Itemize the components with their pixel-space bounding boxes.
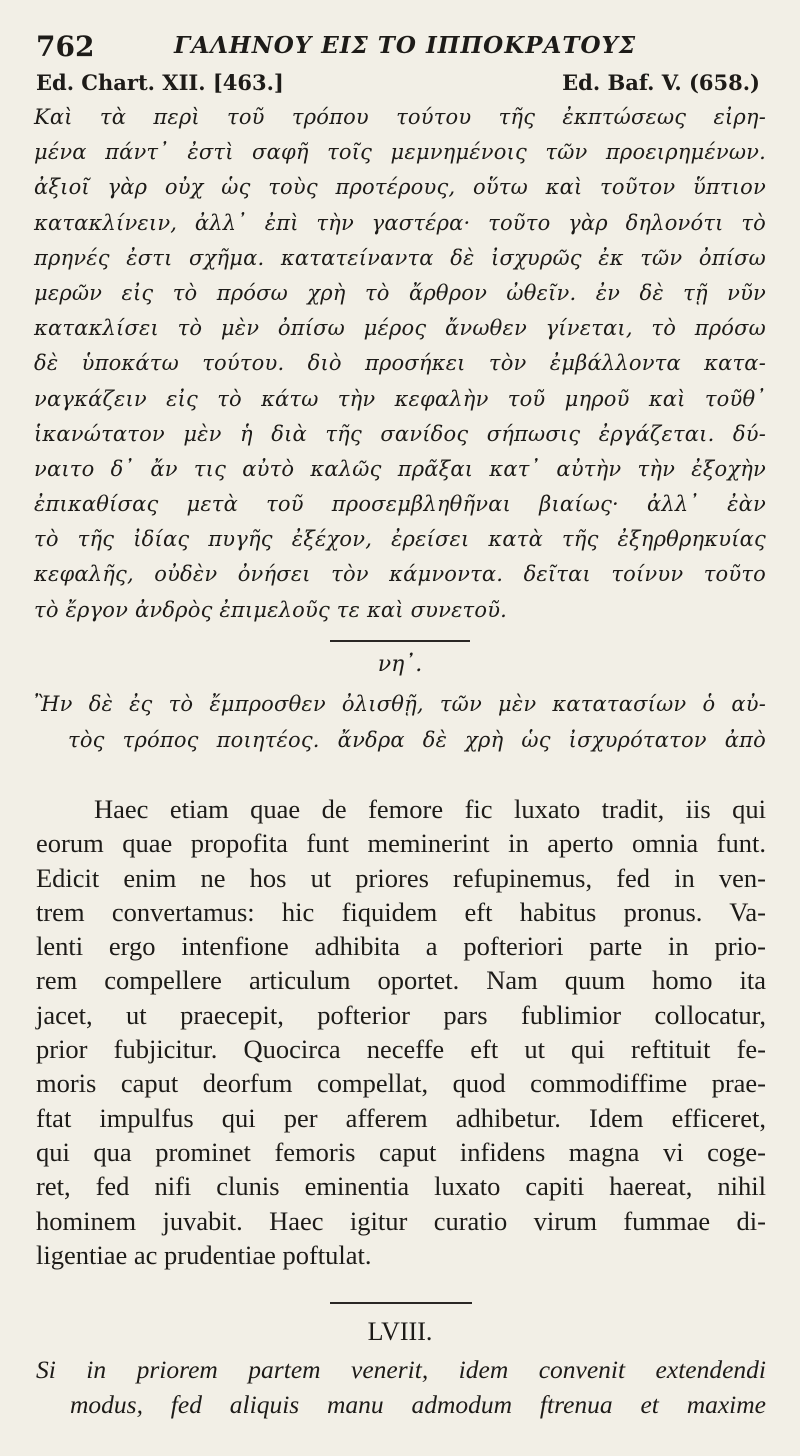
text-line: τὸ τῆς ἰδίας πυγῆς ἐξέχον, ἐρείσει κατὰ τῆς ἐξηρθρηκυίας [34,527,766,552]
greek-section-number: νη᾽. [377,652,423,677]
section-divider [330,640,470,642]
greek-commentary-text [34,100,766,628]
text-line: jacet, ut praecepit, pofterior pars fublimior collocatur, [36,999,766,1030]
text-line: ναιτο δ᾽ ἄν τις αὐτὸ καλῶς πρᾶξαι κατ᾽ αὐτὴν τὴν ἐξοχὴν [34,456,766,481]
text-line: rem compellere articulum oportet. Nam quum homo ita [36,965,766,996]
text-line: μερῶν εἰς τὸ πρόσω χρὴ τὸ ἄρθρον ὠθεῖν. ἐν δὲ τῇ νῦν [34,280,766,305]
latin-translation-text [36,792,766,1272]
text-line: κατακλίνειν, ἀλλ᾽ ἐπὶ τὴν γαστέρα· τοῦτο γὰρ δηλονότι τὸ [34,210,766,235]
edition-reference-row [36,70,760,100]
text-line: κεφαλῆς, οὐδὲν ὀνήσει τὸν κάμνοντα. δεῖται τοίνυν τοῦτο [34,562,766,587]
text-line: modus, fed aliquis manu admodum ftrenua et maxime [70,1390,766,1419]
text-line: δὲ ὑποκάτω τούτου. διὸ προσήκει τὸν ἐμβάλλοντα κατα- [34,351,766,376]
greek-aphorism-text [34,686,766,758]
text-line: Ἢν δὲ ἐς τὸ ἔμπροσθεν ὀλισθῇ, τῶν μὲν κατατασίων ὁ αὐ- [34,692,766,716]
edition-chartier-reference: Ed. Chart. XII. [463.] [36,70,284,95]
text-line: ναγκάζειν εἰς τὸ κάτω τὴν κεφαλὴν τοῦ μηροῦ καὶ τοῦθ᾽ [34,386,766,411]
text-line: ἐπικαθίσας μετὰ τοῦ προσεμβληθῆναι βιαίως· ἀλλ᾽ ἐὰν [34,492,766,517]
text-line: lenti ergo intenfione adhibita a pofteriori parte in prio- [36,931,766,962]
edition-basel-reference: Ed. Baf. V. (658.) [562,70,760,95]
text-line: ἀξιοῖ γὰρ οὐχ ὡς τοὺς προτέρους, οὕτω καὶ τοῦτον ὕπτιον [34,175,766,200]
page-number: 762 [36,30,95,63]
text-line: τὸ ἔργον ἀνδρὸς ἐπιμελοῦς τε καὶ συνετοῦ. [34,597,508,622]
text-line: κατακλίσει τὸ μὲν ὀπίσω μέρος ἄνωθεν γίνεται, τὸ πρόσω [34,316,766,341]
text-line: qui qua prominet femoris caput infidens magna vi coge- [36,1136,766,1167]
text-line: ἱκανώτατον μὲν ἡ διὰ τῆς σανίδος σήπωσις ἐργάζεται. δύ- [34,421,766,446]
text-line: Si in priorem partem venerit, idem convenit extendendi [36,1355,766,1384]
text-line: moris caput deorfum compellat, quod commodiffime prae- [36,1068,766,1099]
running-head [36,30,760,66]
text-line: ftat impulfus qui per afferem adhibetur. Idem efficeret, [36,1102,766,1133]
text-line: μένα πάντ᾽ ἐστὶ σαφῆ τοῖς μεμνημένοις τῶν προειρημένων. [34,140,766,165]
text-line: τὸς τρόπος ποιητέος. ἄνδρα δὲ χρὴ ὡς ἰσχυρότατον ἀπὸ [68,728,766,752]
latin-aphorism-text [36,1352,766,1422]
text-line: ligentiae ac prudentiae poftulat. [36,1239,372,1270]
text-line: hominem juvabit. Haec igitur curatio virum fummae di- [36,1205,766,1236]
text-line: ret, fed nifi clunis eminentia luxato capiti haereat, nihil [36,1171,766,1202]
text-line: Haec etiam quae de femore fic luxato tradit, iis qui [94,794,766,824]
running-title: ΓΑΛΗΝΟΥ ΕΙΣ ΤΟ ΙΠΠΟΚΡΑΤΟΥΣ [174,32,637,59]
text-line: trem convertamus: hic fiquidem eft habitus pronus. Va- [36,896,766,927]
latin-section-number: LVIII. [367,1317,433,1346]
text-line: eorum quae propofita funt meminerint in aperto omnia funt. [36,828,766,859]
section-divider [330,1302,472,1304]
text-line: πρηνές ἐστι σχῆμα. κατατείναντα δὲ ἰσχυρῶς ἐκ τῶν ὀπίσω [34,245,766,270]
text-line: prior fubjicitur. Quocirca neceffe eft ut qui reftituit fe- [36,1034,766,1065]
text-line: Καὶ τὰ περὶ τοῦ τρόπου τούτου τῆς ἐκπτώσεως εἰρη- [34,105,766,129]
text-line: Edicit enim ne hos ut priores refupinemus, fed in ven- [36,862,766,893]
